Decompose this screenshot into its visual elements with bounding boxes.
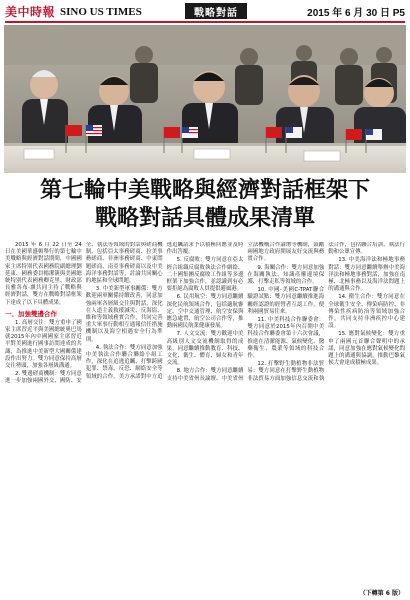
article-item: 8. 地方合作：雙方同意繼續支持中美省州長論壇、中美省州立法機構合作論壇等機制，鼓勵兩國地方政府開展友好交流與務實合作。 [166,242,325,382]
article-item: 2. 雙邊磋商機制：雙方同意進一步加強兩國外交、國防、安全、執法等領域的對話與磋商機制，包括亞太事務磋商、拉美事務磋商、非洲事務磋商、中東問題磋商、南亞事務磋商以及中美海洋事務對話等，討論共同關心的地區和全球問題。 [5,242,163,385]
brand-english: SINO US TIMES [60,5,142,18]
article-item: 7. 人文交流：雙方歡迎中美高級別人文交流機制取得的成果，同意繼續推動教育、科技、文化、衛生、體育、婦女和青年交流。 [166,331,244,367]
article-item: 5. 反腐敗：雙方同意在亞太經合組織反腐敗執法合作網絡、二十國集團反腐敗工作組等多邊框架下加強合作，並認識到有必要拒絕為腐敗人員提供避風港。 [166,257,244,293]
article-item: 1. 高層交往：雙方重申了國家主席習近平與美國總統奧巴馬就2015年內中國國家主席習近平對美國進行國事訪問達成的共識，為推進中美新型大國關係建設作出努力。雙方同意保持高層交往勢頭，加強各層級溝通。 [5,319,82,370]
delegation-photo [4,25,406,173]
article-intro: 2015 年 6 月 22 日至 24 日在美國華盛頓舉行的第七輪中美戰略與經濟對話期間，中國國家主席特別代表國務院副總理劉延東、國務委員楊潔篪與美國總統特別代表國務卿克里、財政部長雅各布‧盧共同主持了戰略與經濟對話，雙方在戰略對話框架下達成了以下具體成果。 [5,242,82,306]
article-item: 9. 海關合作：雙方同意加強在海關執法、知識產權邊境保護、打擊走私等領域的合作。 [247,264,325,286]
headline-line-1: 第七輪中美戰略與經濟對話框架下 [39,178,370,203]
newspaper-masthead [5,4,145,19]
article-headline [4,177,406,233]
header-divider [5,21,405,23]
article-item: 13. 中美海洋法和極地事務對話：雙方同意繼續舉辦中美海洋法和極地事務對話，加強在南極、北極事務以及海洋法問題上的溝通與合作。 [328,257,405,293]
article-item: 12. 打擊野生動植物非法貿易：雙方同意在打擊野生動植物非法貿易方面加強信息交流和執法合作，包括聯合培訓、執法行動和公眾宣傳。 [247,242,405,382]
headline-line-2: 戰略對話具體成果清單 [94,206,315,231]
date-and-page: 2015 年 6 月 30 日 P5 [307,8,405,19]
section-heading: 一、加強雙邊合作 [5,309,57,318]
article-item: 15. 應對氣候變化：雙方重申了兩國元首聯合聲明中的承諾，同意加強在應對氣候變化問題上的溝通與協調，推動巴黎氣候大會達成積極成果。 [328,331,405,367]
article-body [5,242,405,594]
article-item: 4. 執法合作：雙方同意加強中美執法合作聯合聯絡小組工作，深化在追逃追贓、打擊跨國犯罪、禁毒、反恐、網絡安全等領域的合作。美方承諾對中方追逃追贓請求予以積極回應並及時作出答覆。 [85,242,244,380]
section-label: 戰略對話 [185,3,247,19]
article-item: 6. 民用航空：雙方同意繼續深化民航領域合作，包括適航審定、空中交通管理、航空安保與應急處置、航空公司合作等，推動兩國民航業健康發展。 [166,294,244,330]
article-item: 10. 中國-美國C-TPAT聯合驗證試點：雙方同意繼續推進海關經認證的經營者互認工作，便利兩國貿易往來。 [247,287,325,315]
continued-notice: （下轉第 6 版） [359,590,404,597]
article-item: 11. 中美科技合作聯委會：雙方同意於2015年內召開中美科技合作聯委會第十六次會議，推進在清潔能源、氣候變化、醫藥衛生、農業等領域的科技合作。 [247,317,325,360]
brand-chinese: 美中時報 [5,5,56,19]
article-item: 14. 衛生合作：雙方同意在全球衛生安全、傳染病防控、非傳染性疾病防治等領域加強合作，共同支持非洲疾控中心建設。 [328,294,405,330]
page-header [5,3,405,21]
meeting-photo-illustration [4,25,406,173]
article-item: 3. 中美新型軍事關係：雙方歡迎兩軍關係持續改善，同意加強兩軍各層級交往與對話，深化在人道主義救援減災、反海盜、維和等領域務實合作，共同完善重大軍事行動相互通報信任措施機制以及海空相遇安全行為準則。 [85,286,163,343]
